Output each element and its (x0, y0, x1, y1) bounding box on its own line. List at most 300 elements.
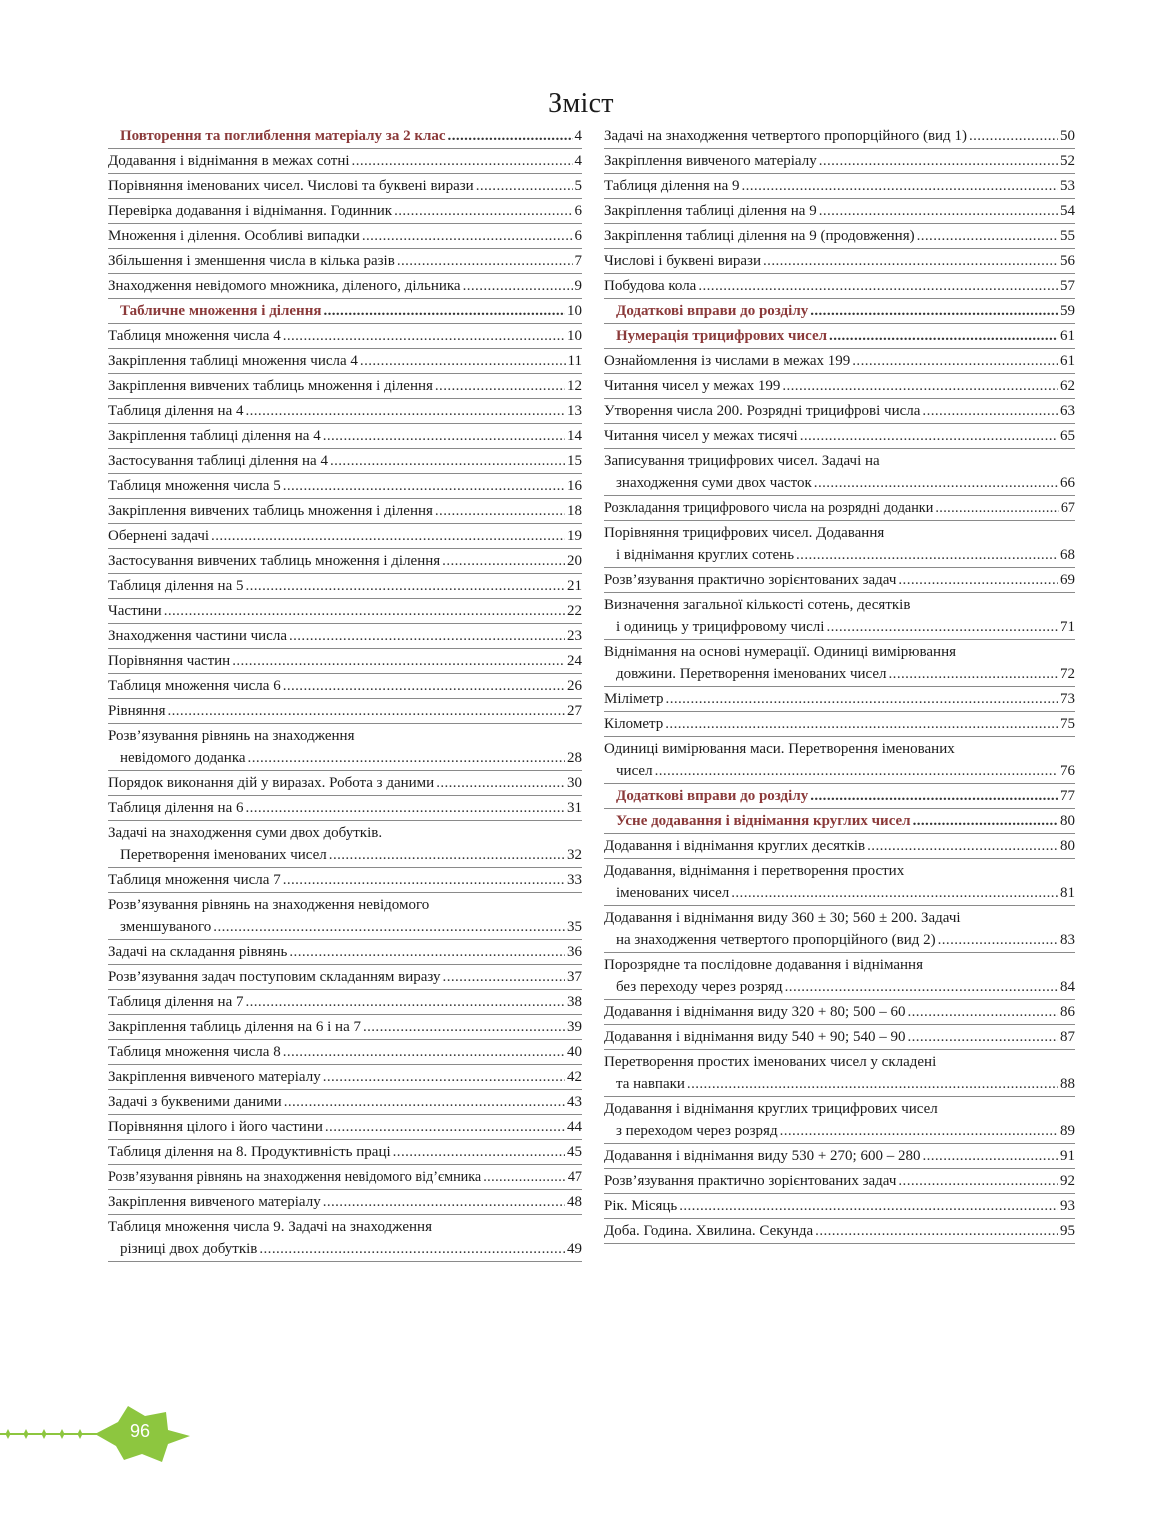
toc-entry-title-line2: і віднімання круглих сотень (616, 547, 795, 563)
toc-page-number: 59 (1060, 303, 1075, 319)
dot-leader (360, 350, 566, 372)
toc-entry (604, 124, 1075, 149)
toc-page-number: 63 (1060, 403, 1075, 419)
dot-leader (213, 916, 565, 938)
toc-page-number: 80 (1060, 838, 1075, 854)
toc-page-number: 55 (1060, 228, 1075, 244)
toc-page-number: 76 (1060, 763, 1075, 779)
dot-leader (245, 797, 565, 819)
dot-leader (780, 1120, 1058, 1142)
toc-page-number: 66 (1060, 475, 1075, 491)
dot-leader (938, 929, 1058, 951)
toc-entry (108, 1190, 582, 1215)
toc-entry-title: Обернені задачі (108, 528, 210, 544)
toc-entry-title-line2: довжини. Перетворення іменованих чисел (616, 666, 887, 682)
toc-entry (108, 1040, 582, 1065)
toc-entry (108, 821, 582, 868)
toc-entry (604, 399, 1075, 424)
toc-entry (108, 574, 582, 599)
toc-page-number: 30 (567, 775, 582, 791)
toc-entry (108, 199, 582, 224)
dot-leader (463, 275, 573, 297)
toc-entry-title-line1: Розв’язування рівнянь на знаходження (108, 728, 355, 744)
dot-leader (826, 616, 1058, 638)
toc-entry-title: Розв’язування задач поступовим складанням виразу (108, 969, 441, 985)
toc-entry (108, 274, 582, 299)
toc-page-number: 21 (567, 578, 582, 594)
dot-leader (796, 544, 1058, 566)
toc-entry-title-line1: Перетворення простих іменованих чисел у складені (604, 1054, 937, 1070)
toc-entry (604, 1097, 1075, 1144)
toc-section-heading (604, 299, 1075, 324)
toc-entry (604, 1219, 1075, 1244)
toc-entry-title-line1: Записування трицифрових чисел. Задачі на (604, 453, 880, 469)
toc-page-number: 26 (567, 678, 582, 694)
toc-page-number: 57 (1060, 278, 1075, 294)
toc-page-number: 45 (567, 1144, 582, 1160)
toc-entry (108, 893, 582, 940)
toc-entry (604, 859, 1075, 906)
toc-section-heading (604, 784, 1075, 809)
toc-entry (108, 1015, 582, 1040)
dot-leader (284, 1091, 565, 1113)
toc-entry (108, 1090, 582, 1115)
toc-entry-title: Додавання і віднімання виду 530 + 270; 600 – 280 (604, 1148, 921, 1164)
toc-entry-title: Таблиця ділення на 4 (108, 403, 244, 419)
toc-page-number: 35 (567, 919, 582, 935)
toc-entry-title: Закріплення вивченого матеріалу (108, 1069, 321, 1085)
toc-page-number: 50 (1060, 128, 1075, 144)
toc-page-number: 56 (1060, 253, 1075, 269)
toc-entry-title: Таблиця множення числа 8 (108, 1044, 281, 1060)
toc-section-heading (108, 124, 582, 149)
toc-entry-title: Закріплення таблиць ділення на 6 і на 7 (108, 1019, 361, 1035)
toc-entry-title: Збільшення і зменшення числа в кілька разів (108, 253, 395, 269)
dot-leader (810, 785, 1058, 807)
dot-leader (731, 882, 1058, 904)
toc-page-number: 84 (1060, 979, 1075, 995)
toc-entry-title-line2: та навпаки (616, 1076, 685, 1092)
dot-leader (800, 425, 1058, 447)
toc-page-number: 37 (567, 969, 582, 985)
dot-leader (283, 675, 565, 697)
toc-entry-title-line2: на знаходження четвертого пропорційного (вид 2) (616, 932, 936, 948)
toc-entry-title: Частини (108, 603, 162, 619)
toc-page-number: 40 (567, 1044, 582, 1060)
toc-entry (604, 834, 1075, 859)
toc-entry (108, 424, 582, 449)
toc-entry-title: Задачі з буквеними даними (108, 1094, 282, 1110)
toc-page-number: 47 (567, 1169, 582, 1185)
toc-entry (108, 324, 582, 349)
toc-page-number: 6 (574, 203, 582, 219)
toc-entry-title-line2: і одиниць у трицифровому числі (616, 619, 825, 635)
toc-entry (108, 1140, 582, 1165)
toc-page-number: 12 (567, 378, 582, 394)
toc-entry-title: Розкладання трицифрового числа на розрядні доданки (604, 500, 934, 516)
toc-entry-title: Рік. Місяць (604, 1198, 678, 1214)
toc-entry (108, 724, 582, 771)
toc-page-number: 95 (1060, 1223, 1075, 1239)
toc-entry-title: Доба. Година. Хвилина. Секунда (604, 1223, 814, 1239)
toc-entry (604, 449, 1075, 496)
toc-page-number: 27 (567, 703, 582, 719)
toc-page-number: 71 (1060, 619, 1075, 635)
toc-page-number: 52 (1060, 153, 1075, 169)
toc-entry (108, 624, 582, 649)
dot-leader (394, 200, 572, 222)
dot-leader (330, 450, 565, 472)
toc-entry (108, 674, 582, 699)
toc-entry-title: Закріплення вивченого матеріалу (604, 153, 817, 169)
toc-entry (604, 1050, 1075, 1097)
toc-page-number: 86 (1060, 1004, 1075, 1020)
dot-leader (443, 966, 565, 988)
dot-leader (814, 472, 1058, 494)
toc-entry (108, 1215, 582, 1262)
dot-leader (167, 700, 565, 722)
dot-leader (763, 250, 1058, 272)
toc-page-number: 24 (567, 653, 582, 669)
dot-leader (867, 835, 1058, 857)
toc-page-number: 88 (1060, 1076, 1075, 1092)
toc-entry (108, 524, 582, 549)
toc-entry-title-line2: знаходження суми двох часток (616, 475, 812, 491)
toc-entry-title: Знаходження невідомого множника, діленого, дільника (108, 278, 461, 294)
toc-page-number: 67 (1060, 500, 1075, 516)
toc-entry (108, 474, 582, 499)
toc-entry (604, 1169, 1075, 1194)
toc-entry-title: Закріплення таблиці ділення на 4 (108, 428, 321, 444)
toc-entry (604, 712, 1075, 737)
toc-entry (604, 521, 1075, 568)
dot-leader (283, 475, 565, 497)
toc-page-number: 48 (567, 1194, 582, 1210)
dot-leader (687, 1073, 1058, 1095)
dot-leader (698, 275, 1058, 297)
dot-leader (323, 1066, 565, 1088)
toc-entry-title: Розв’язування практично зорієнтованих задач (604, 572, 897, 588)
toc-entry-title: Закріплення таблиці ділення на 9 (продовження) (604, 228, 915, 244)
toc-entry (604, 640, 1075, 687)
toc-entry-title-line2: з переходом через розряд (616, 1123, 778, 1139)
toc-page-number: 10 (567, 303, 582, 319)
toc-page-number: 61 (1060, 328, 1075, 344)
toc-entry-title: Додавання і віднімання виду 540 + 90; 540 – 90 (604, 1029, 906, 1045)
toc-entry-title-line2: чисел (616, 763, 653, 779)
toc-entry (108, 374, 582, 399)
dot-leader (666, 688, 1058, 710)
toc-page-number: 42 (567, 1069, 582, 1085)
toc-entry (108, 399, 582, 424)
toc-entry-title: Ознайомлення із числами в межах 199 (604, 353, 851, 369)
toc-page-number: 36 (567, 944, 582, 960)
dot-leader (442, 550, 565, 572)
toc-entry-title: Задачі на складання рівнянь (108, 944, 288, 960)
toc-entry-title: Числові і буквені вирази (604, 253, 762, 269)
toc-page-number: 7 (574, 253, 582, 269)
toc-entry-title: Усне додавання і віднімання круглих чисел (616, 813, 911, 829)
dot-leader (785, 976, 1058, 998)
dot-leader (922, 400, 1058, 422)
dot-leader (917, 225, 1058, 247)
toc-entry (604, 149, 1075, 174)
toc-entry-title-line1: Порівняння трицифрових чисел. Додавання (604, 525, 885, 541)
dot-leader (289, 941, 565, 963)
toc-page-number: 19 (567, 528, 582, 544)
toc-page-number: 15 (567, 453, 582, 469)
toc-entry-title: Таблиця множення числа 6 (108, 678, 281, 694)
toc-page-number: 31 (567, 800, 582, 816)
toc-entry-title-line1: Додавання, віднімання і перетворення простих (604, 863, 905, 879)
toc-entry-title: Порівняння цілого і його частини (108, 1119, 323, 1135)
toc-entry-title: Таблиця множення числа 4 (108, 328, 281, 344)
dot-leader (436, 772, 565, 794)
toc-entry (108, 940, 582, 965)
toc-page-number: 54 (1060, 203, 1075, 219)
dot-leader (323, 425, 565, 447)
toc-entry (108, 174, 582, 199)
dot-leader (232, 650, 565, 672)
toc-entry-title: Застосування вивчених таблиць множення і ділення (108, 553, 441, 569)
dot-leader (679, 1195, 1058, 1217)
dot-leader (283, 1041, 565, 1063)
toc-entry-title-line2: Перетворення іменованих чисел (120, 847, 327, 863)
toc-entry (108, 499, 582, 524)
toc-entry (604, 1025, 1075, 1050)
dot-leader (665, 713, 1058, 735)
toc-entry-title: Порівняння іменованих чисел. Числові та буквені вирази (108, 178, 474, 194)
dot-leader (323, 300, 565, 322)
toc-page-number: 87 (1060, 1029, 1075, 1045)
toc-page-number: 83 (1060, 932, 1075, 948)
toc-entry (108, 1165, 582, 1190)
toc-left-column (108, 124, 582, 1262)
dot-leader (819, 200, 1058, 222)
toc-entry (604, 687, 1075, 712)
toc-page-number: 91 (1060, 1148, 1075, 1164)
toc-page-number: 62 (1060, 378, 1075, 394)
toc-entry-title-line1: Порозрядне та послідовне додавання і віднімання (604, 957, 923, 973)
dot-leader (211, 525, 565, 547)
toc-right-column (604, 124, 1075, 1244)
toc-entry-title: Закріплення таблиці ділення на 9 (604, 203, 817, 219)
toc-entry-title: Кілометр (604, 716, 664, 732)
dot-leader (164, 600, 565, 622)
toc-page-number: 22 (567, 603, 582, 619)
toc-entry-title: Порівняння частин (108, 653, 231, 669)
toc-entry-title: Побудова кола (604, 278, 697, 294)
toc-entry-title-line1: Віднімання на основі нумерації. Одиниці вимірювання (604, 644, 957, 660)
toc-page-number: 6 (574, 228, 582, 244)
toc-entry (108, 965, 582, 990)
toc-entry-title: Нумерація трицифрових чисел (616, 328, 828, 344)
dot-leader (435, 500, 565, 522)
toc-entry-title: Додавання і віднімання в межах сотні (108, 153, 350, 169)
toc-entry-title-line2: без переходу через розряд (616, 979, 783, 995)
toc-entry (108, 1065, 582, 1090)
toc-entry-title-line2: зменшуваного (120, 919, 212, 935)
toc-page-number: 75 (1060, 716, 1075, 732)
toc-page-number: 10 (567, 328, 582, 344)
toc-entry (108, 796, 582, 821)
toc-entry (108, 149, 582, 174)
toc-page-number: 44 (567, 1119, 582, 1135)
toc-page-number: 4 (574, 128, 582, 144)
toc-entry (108, 249, 582, 274)
toc-entry-title: Читання чисел у межах тисячі (604, 428, 798, 444)
toc-section-heading (604, 809, 1075, 834)
toc-entry (108, 449, 582, 474)
dot-leader (935, 497, 1059, 519)
toc-page-number: 14 (567, 428, 582, 444)
dot-leader (913, 810, 1058, 832)
dot-leader (655, 760, 1058, 782)
dot-leader (898, 1170, 1058, 1192)
toc-page-number: 68 (1060, 547, 1075, 563)
toc-page-number: 9 (574, 278, 582, 294)
toc-page-number: 80 (1060, 813, 1075, 829)
toc-page-number: 38 (567, 994, 582, 1010)
toc-page-number: 16 (567, 478, 582, 494)
toc-entry-title: Додаткові вправи до розділу (616, 303, 809, 319)
toc-entry (604, 737, 1075, 784)
toc-page-number: 73 (1060, 691, 1075, 707)
dot-leader (363, 1016, 565, 1038)
toc-entry-title: Задачі на знаходження четвертого пропорційного (вид 1) (604, 128, 967, 144)
dot-leader (810, 300, 1058, 322)
toc-entry-title: Розв’язування рівнянь на знаходження невідомого від’ємника (108, 1169, 482, 1185)
dot-leader (922, 1145, 1058, 1167)
dot-leader (448, 125, 573, 147)
toc-page-number: 43 (567, 1094, 582, 1110)
dot-leader (245, 991, 565, 1013)
dot-leader (329, 844, 565, 866)
toc-entry-title: Додавання і віднімання круглих десятків (604, 838, 866, 854)
toc-entry-title: Розв’язування практично зорієнтованих задач (604, 1173, 897, 1189)
toc-entry-title-line2: різниці двох добутків (120, 1241, 258, 1257)
toc-entry-title: Повторення та поглиблення матеріалу за 2 клас (120, 128, 446, 144)
toc-entry-title: Таблиця ділення на 9 (604, 178, 740, 194)
toc-entry-title-line1: Задачі на знаходження суми двох добутків. (108, 825, 383, 841)
toc-entry-title: Перевірка додавання і віднімання. Годинник (108, 203, 393, 219)
toc-page-number: 92 (1060, 1173, 1075, 1189)
toc-page-number: 81 (1060, 885, 1075, 901)
toc-entry (604, 1144, 1075, 1169)
toc-entry (604, 568, 1075, 593)
dot-leader (323, 1191, 565, 1213)
dot-leader (245, 575, 565, 597)
toc-page-number: 89 (1060, 1123, 1075, 1139)
toc-page-number: 53 (1060, 178, 1075, 194)
toc-entry (108, 224, 582, 249)
toc-page-number: 39 (567, 1019, 582, 1035)
toc-entry-title: Таблиця ділення на 8. Продуктивність праці (108, 1144, 391, 1160)
toc-entry-title: Табличне множення і ділення (120, 303, 322, 319)
dot-leader (325, 1116, 565, 1138)
toc-entry-title: Застосування таблиці ділення на 4 (108, 453, 328, 469)
dot-leader (889, 663, 1058, 685)
toc-page-number: 11 (567, 353, 582, 369)
toc-entry-title-line1: Одиниці вимірювання маси. Перетворення іменованих (604, 741, 955, 757)
toc-page-number: 13 (567, 403, 582, 419)
toc-entry-title: Утворення числа 200. Розрядні трицифрові числа (604, 403, 921, 419)
dot-leader (852, 350, 1058, 372)
toc-entry-title-line1: Додавання і віднімання виду 360 ± 30; 560 ± 200. Задачі (604, 910, 961, 926)
dot-leader (248, 747, 565, 769)
toc-page-number: 33 (567, 872, 582, 888)
toc-entry (108, 771, 582, 796)
toc-entry-title: Порядок виконання дій у виразах. Робота з даними (108, 775, 435, 791)
toc-entry-title-line2: іменованих чисел (616, 885, 730, 901)
toc-page-number: 4 (574, 153, 582, 169)
dot-leader (352, 150, 573, 172)
toc-page-number: 18 (567, 503, 582, 519)
toc-entry-title: Таблиця множення числа 7 (108, 872, 281, 888)
toc-entry-title-line1: Таблиця множення числа 9. Задачі на знаходження (108, 1219, 432, 1235)
toc-page-number: 32 (567, 847, 582, 863)
dot-leader (819, 150, 1058, 172)
toc-page-number: 93 (1060, 1198, 1075, 1214)
toc-entry-title: Читання чисел у межах 199 (604, 378, 781, 394)
toc-section-heading (108, 299, 582, 324)
page-number: 96 (129, 1421, 151, 1441)
page-title: Зміст (548, 88, 614, 119)
toc-entry-title: Знаходження частини числа (108, 628, 287, 644)
toc-entry (108, 990, 582, 1015)
toc-entry-title: Закріплення вивченого матеріалу (108, 1194, 321, 1210)
dot-leader (829, 325, 1058, 347)
toc-entry (604, 1000, 1075, 1025)
dot-leader (815, 1220, 1058, 1242)
toc-entry-title: Таблиця множення числа 5 (108, 478, 281, 494)
toc-entry (108, 549, 582, 574)
toc-entry (108, 349, 582, 374)
dot-leader (741, 175, 1058, 197)
toc-page-number: 5 (574, 178, 582, 194)
toc-page-number: 77 (1060, 788, 1075, 804)
toc-entry (604, 174, 1075, 199)
dot-leader (245, 400, 565, 422)
toc-entry-title-line1: Додавання і віднімання круглих трицифрових чисел (604, 1101, 938, 1117)
toc-page-number: 28 (567, 750, 582, 766)
toc-entry (604, 953, 1075, 1000)
dot-leader (483, 1166, 566, 1188)
dot-leader (907, 1026, 1058, 1048)
toc-entry (108, 868, 582, 893)
dot-leader (476, 175, 573, 197)
dot-leader (435, 375, 565, 397)
toc-entry (604, 593, 1075, 640)
toc-entry (604, 496, 1075, 521)
toc-entry (604, 349, 1075, 374)
toc-entry (604, 274, 1075, 299)
footer-decoration (0, 1400, 220, 1470)
toc-entry-title: Таблиця ділення на 5 (108, 578, 244, 594)
dot-leader (393, 1141, 565, 1163)
toc-page-number: 61 (1060, 353, 1075, 369)
toc-page-number: 20 (567, 553, 582, 569)
toc-page-number: 69 (1060, 572, 1075, 588)
toc-page-number: 65 (1060, 428, 1075, 444)
dot-leader (397, 250, 573, 272)
dot-leader (362, 225, 573, 247)
toc-entry-title: Додаткові вправи до розділу (616, 788, 809, 804)
toc-section-heading (604, 324, 1075, 349)
dot-leader (969, 125, 1058, 147)
dot-leader (898, 569, 1058, 591)
toc-entry-title: Множення і ділення. Особливі випадки (108, 228, 360, 244)
